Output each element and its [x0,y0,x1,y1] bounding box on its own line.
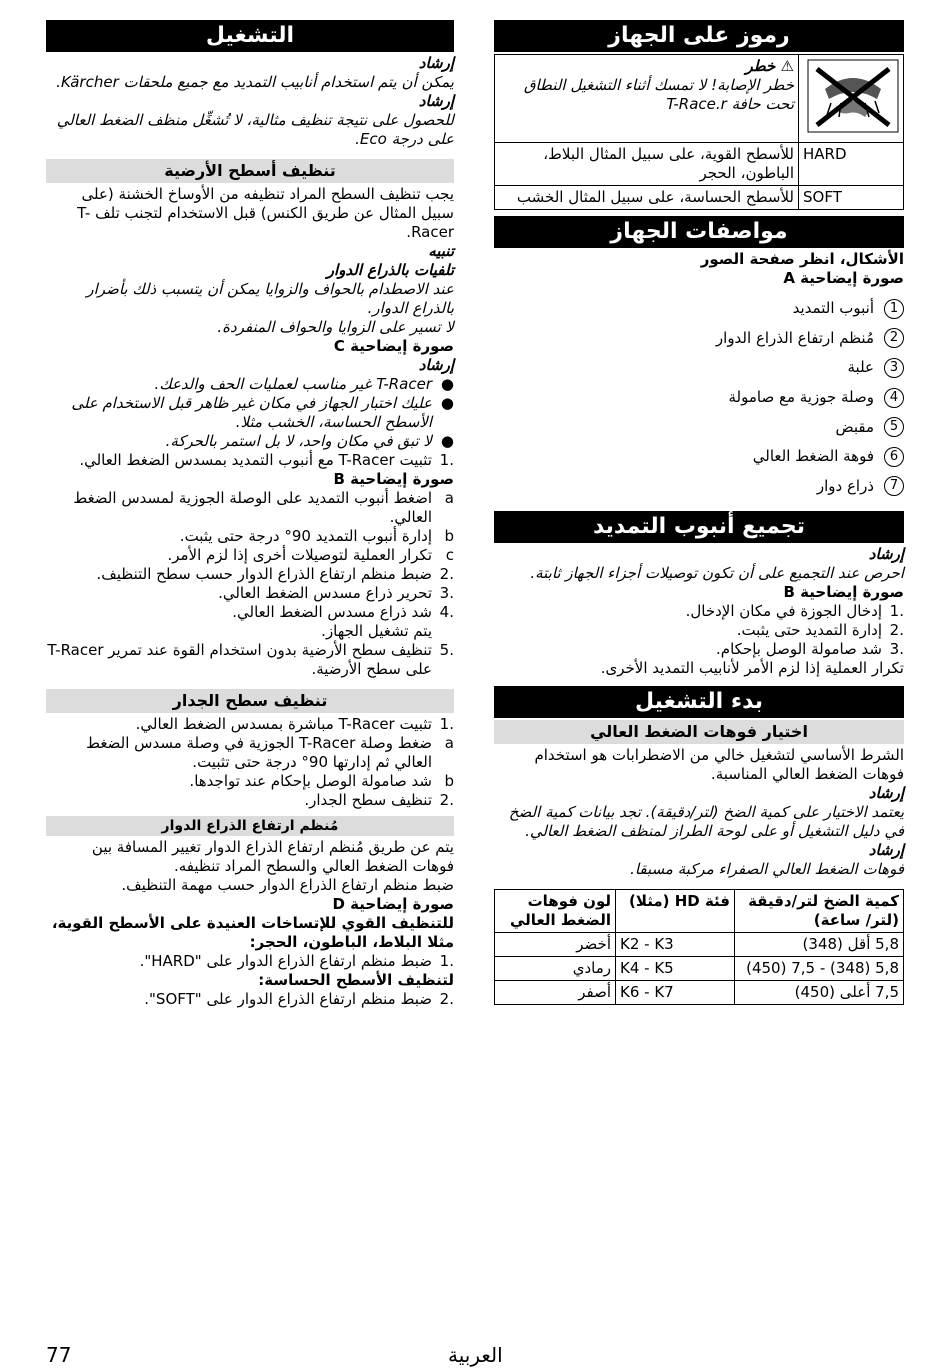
column-header: لون فوهات الضغط العالي [495,890,616,933]
table-cell: رمادي [495,957,616,981]
figure-ref: صورة إيضاحية D [332,895,454,913]
step-item: .2 ضبط منظم ارتفاع الذراع الدوار على "SOFT". [144,990,454,1008]
figure-ref: صورة إيضاحية B [783,583,904,602]
step-item: .2 ضبط منظم ارتفاع الذراع الدوار حسب سطح التنظيف. [96,565,454,583]
table-row [495,55,904,143]
note-label: إرشاد [868,545,904,564]
table-row [495,981,904,1005]
component-item: 6 فوهة الضغط العالي [494,442,904,472]
bullet-icon: ● [440,375,454,393]
table-cell: K4 - K5 [616,957,735,981]
component-item: 2 مُنظم ارتفاع الذراع الدوار [494,324,904,354]
symbols-title: رموز على الجهاز [494,20,904,52]
note-text: فوهات الضغط العالي الصفراء مركبة مسبقا. [630,860,904,879]
table-cell: 5,8 (348) - 7,5 (450) [735,957,904,981]
note-label: إرشاد [418,356,454,374]
caution-title: تلفيات بالذراع الدوار [326,261,454,279]
substep-item: c تكرار العملية لتوصيلات أخرى إذا لزم الأمر. [167,546,454,564]
note-label: إرشاد [868,784,904,803]
soft-text: للأسطح الحساسة، على سبيل المثال الخشب [495,186,799,210]
components-list [494,294,904,501]
height-text: ضبط منظم ارتفاع الذراع الدوار حسب مهمة التنظيف. [121,876,454,894]
note-text: احرص عند التجميع على أن تكون توصيلات أجزاء الجهاز ثابتة. [530,564,904,583]
step-item: .2 تنظيف سطح الجدار. [304,791,454,809]
table-header-row [495,890,904,933]
table-cell: أصفر [495,981,616,1005]
table-row [495,186,904,210]
note-label: إرشاد [868,841,904,860]
step-item: .1 ضبط منظم ارتفاع الذراع الدوار على "HARD". [139,952,454,970]
specs-ref: الأشكال، انظر صفحة الصور [700,250,904,268]
floor-cleaning-title: تنظيف أسطح الأرضية [46,159,454,183]
table-cell: 5,8 أقل (348) [735,933,904,957]
substep-item: b إدارة أنبوب التمديد 90° درجة حتى يثبت. [179,527,454,545]
table-row [495,143,904,186]
soft-label: SOFT [799,186,904,210]
table-cell: أخضر [495,933,616,957]
bullet-icon: ● [440,394,454,412]
table-row [495,957,904,981]
caution-text: لا تسير على الزوايا والحواف المنفردة. [217,318,454,336]
no-touch-symbol-cell [799,55,904,143]
substep-item: a اضغط أنبوب التمديد على الوصلة الجوزية لمسدس الضغط العالي. [73,489,454,526]
caution-label: تنبيه [428,242,454,260]
specs-title: مواصفات الجهاز [494,216,904,248]
bullet-item: ● لا تبق في مكان واحد، لا بل استمر بالحركة. [165,432,454,450]
step-result: يتم تشغيل الجهاز. [321,622,432,640]
startup-title: بدء التشغيل [494,686,904,718]
note-text: يعتمد الاختيار على كمية الضخ (لتر/دقيقة). تجد بيانات كمية الضخ في دليل التشغيل أو على لوحة الطراز لمنظف الضغط العالي. [508,803,904,841]
step-item: .1 تثبيت T-Racer مباشرة بمسدس الضغط العالي. [135,715,454,733]
note-text: للحصول على نتيجة تنظيف مثالية، لا تُشغِّل منظف الضغط العالي على درجة Eco. [56,111,454,148]
bullet-item: ● T-Racer غير مناسب لعمليات الحف والدعك. [154,375,454,393]
hard-label: HARD [799,143,904,186]
bullet-item: ● عليك اختبار الجهاز في مكان غير ظاهر قبل الاستخدام على الأسطح الحساسة، الخشب مثلا. [71,394,454,431]
figure-ref: صورة إيضاحية C [333,337,454,355]
height-text: يتم عن طريق مُنظم ارتفاع الذراع الدوار تغيير المسافة بين فوهات الضغط العالي والسطح المراد تنظيفه. [91,838,454,875]
substep-item: b شد صامولة الوصل بإحكام عند تواجدها. [189,772,454,790]
component-item: 5 مقبض [494,412,904,442]
hard-heading: للتنظيف القوي للإتساخات العنيدة على الأسطح القوية، مثلا البلاط، الباطون، الحجر: [51,914,454,951]
floor-intro: يجب تنظيف السطح المراد تنظيفه من الأوساخ الخشنة (على سبيل المثال عن طريق الكنس) قبل الاستخدام لتجنب تلف T-Racer. [77,185,454,241]
no-hand-under-edge-icon [807,59,899,133]
table-row [495,933,904,957]
table-cell: K2 - K3 [616,933,735,957]
danger-cell [495,55,799,143]
substep-item: a ضغط وصلة T-Racer الجوزية في وصلة مسدس الضغط العالي ثم إدارتها 90° درجة حتى تثبيت. [86,734,454,771]
step-item: .3 شد صامولة الوصل بإحكام. [716,640,904,659]
page-number: 77 [46,1343,72,1367]
step-item: .4 شد ذراع مسدس الضغط العالي. [232,603,454,621]
hard-text: للأسطح القوية، على سبيل المثال البلاط، الباطون، الحجر [495,143,799,186]
caution-text: عند الاصطدام بالحواف والزوايا يمكن أن يتسبب ذلك بأضرار بالذراع الدوار. [86,280,454,317]
figure-ref: صورة إيضاحية B [333,470,454,488]
soft-heading: لتنظيف الأسطح الحساسة: [258,971,454,989]
figure-ref: صورة إيضاحية A [783,269,904,287]
danger-text: خطر الإصابة! لا تمسك أثناء التشغيل النطاق تحت حافة T-Race.r [523,76,794,113]
right-column [494,20,904,1005]
wall-cleaning-title: تنظيف سطح الجدار [46,689,454,713]
column-header: فئة HD (مثلا) [616,890,735,933]
table-cell: 7,5 أعلى (450) [735,981,904,1005]
danger-label-row: ⚠ خطر [745,57,794,75]
note-text: يمكن أن يتم استخدام أنابيب التمديد مع جميع ملحقات Kärcher. [56,73,454,91]
component-item: 3 علبة [494,353,904,383]
table-cell: K6 - K7 [616,981,735,1005]
assembly-title: تجميع أنبوب التمديد [494,511,904,543]
bullet-icon: ● [440,432,454,450]
step-item: .5 تنظيف سطح الأرضية بدون استخدام القوة عند تمرير T-Racer على سطح الأرضية. [47,641,454,678]
step-item: .1 إدخال الجوزة في مكان الإدخال. [685,602,904,621]
component-item: 7 ذراع دوار [494,472,904,502]
repeat-text: تكرار العملية إذا لزم الأمر لأنابيب التمديد الأخرى. [600,659,904,678]
component-item: 4 وصلة جوزية مع صامولة [494,383,904,413]
operation-title: التشغيل [46,20,454,52]
symbols-table [494,54,904,210]
note-label: إرشاد [418,92,454,110]
warning-triangle-icon: ⚠ [780,57,794,75]
height-regulator-title: مُنظم ارتفاع الذراع الدوار [46,816,454,836]
startup-intro: الشرط الأساسي لتشغيل خالي من الاضطرابات هو استخدام فوهات الضغط العالي المناسبة. [534,746,904,784]
note-label: إرشاد [418,54,454,72]
step-item: .2 إدارة التمديد حتى يثبت. [736,621,904,640]
column-header: كمية الضخ لتر/دقيقة (لتر/ ساعة) [735,890,904,933]
nozzle-table [494,889,904,1005]
component-item: 1 أنبوب التمديد [494,294,904,324]
nozzle-selection-title: اختيار فوهات الضغط العالي [494,720,904,744]
footer-language: العربية [448,1343,503,1367]
left-column [46,20,454,1009]
step-item: .1 تثبيت T-Racer مع أنبوب التمديد بمسدس الضغط العالي. [79,451,454,469]
step-item: .3 تحرير ذراع مسدس الضغط العالي. [218,584,454,602]
